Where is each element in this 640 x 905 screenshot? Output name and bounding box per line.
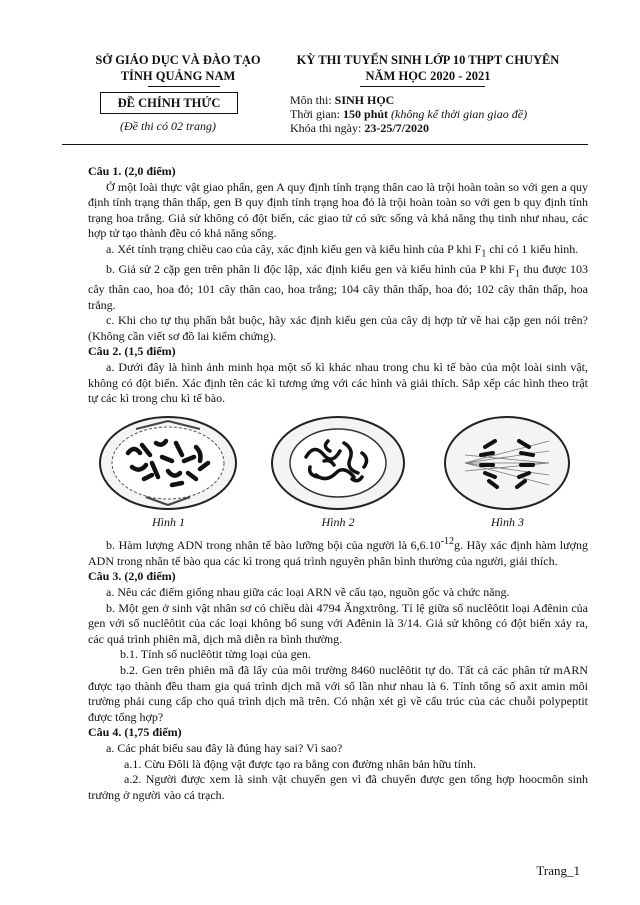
question-4-part-a: a. Các phát biểu sau đây là đúng hay sai? Vì sao? [106,741,343,755]
question-4-title: Câu 4. (1,75 điểm) [88,725,182,740]
header-divider [62,144,588,145]
figure-3 [435,413,580,531]
question-3-title: Câu 3. (2,0 điểm) [88,569,176,584]
question-3-part-a: a. Nêu các điểm giống nhau giữa các loại ARN về cấu tạo, nguồn gốc và chức năng. [106,585,510,600]
figure-1 [96,413,241,531]
time-note: (không kể thời gian giao đề) [388,107,528,121]
figure-1-caption: Hình 1 [152,514,185,529]
exam-title-line-2: NĂM HỌC 2020 - 2021 [365,69,491,83]
interphase-cell-image [266,413,411,513]
question-3-part-b2: b.2. Gen trên phiên mã đã lấy của môi trường 8460 nuclêôtit tự do. Tất cả các phân tử mARN được tạo thành đều tham gia quá trình dịch mã với số lần như nhau là 6. Tính tổng số axit amin môi trường phải cung cấp cho quá trình dịch mã trên. Có nhận xét gì về cấu trúc của các chuỗi polypeptit được tổng hợp? [88,663,588,724]
exam-title-line-1: KỲ THI TUYỂN SINH LỚP 10 THPT CHUYÊN [296,53,560,67]
department-line-2: TỈNH QUẢNG NAM [120,69,236,83]
question-2-part-a: a. Dưới đây là hình ảnh minh họa một số kì khác nhau trong chu kì tế bào của một loài sinh vật, không có đột biến. Xác định tên các kì tương ứng với các hình và giải thích. Sắp xếp các hình theo trật tự các kì trong chu kì tế bào. [88,359,588,406]
exam-heading [278,52,578,84]
department-line-1: SỞ GIÁO DỤC VÀ ĐÀO TẠO [95,53,261,67]
date-value: 23-25/7/2020 [364,121,429,135]
department-underline [148,86,220,87]
page-count-note: (Đề thi có 02 trang) [120,119,216,133]
official-exam-badge: ĐỀ CHÍNH THỨC [100,92,238,114]
question-4-part-a1: a.1. Cừu Đôli là động vật được tạo ra bằng con đường nhân bản hữu tính. [124,756,476,771]
subject-value: SINH HỌC [334,93,395,107]
question-1-part-b: b. Giả sử 2 cặp gen trên phân li độc lập, xác định kiểu gen và kiểu hình của P khi $F_1$ thu được 103 cây thân cao, hoa đỏ; 101 cây thân cao, hoa trắng; 104 cây thân thấp, hoa đỏ; 102 cây thân thấp, hoa trắng. [88,261,589,312]
question-1-title: Câu 1. (2,0 điểm) [88,164,176,178]
cell-cycle-figures [88,413,588,531]
date-line [290,120,429,136]
question-1-part-a: a. Xét tính trạng chiều cao của cây, xác định kiểu gen và kiểu hình của P khi $F_1$ chỉ có 1 kiểu hình. [106,241,579,260]
question-4-part-a2: a.2. Người được xem là sinh vật chuyển gen vì đã chuyển được gen tổng hợp hoocmôn sinh trưởng ở người vào cá trạch. [88,772,588,802]
exam-content [88,164,588,803]
question-2-part-b: b. Hàm lượng ADN trong nhân tế bào lưỡng bội của người là $6,6.10^{-12}g$. Hãy xác định hàm lượng ADN trong nhân tế bào qua các kì trong quá trình nguyên phân bình thường của người, giải thích. [88,536,588,568]
question-2-title: Câu 2. (1,5 điểm) [88,344,176,359]
exam-underline [360,86,485,87]
figure-2 [266,413,411,531]
date-label: Khóa thi ngày: [290,121,365,135]
prophase-cell-image [96,413,241,513]
subject-label: Môn thi: [290,93,335,107]
time-value: 150 phút [343,107,389,121]
page-number: Trang_1 [536,863,580,878]
department-heading [68,52,288,84]
question-3-part-b1: b.1. Tính số nuclêôtit từng loại của gen. [120,647,311,662]
time-label: Thời gian: [290,107,344,121]
figure-3-caption: Hình 3 [491,514,524,529]
figure-2-caption: Hình 2 [321,514,355,529]
question-1-intro: Ở một loài thực vật giao phấn, gen A quy định tính trạng thân cao là trội hoàn toàn so với gen a quy định tính trạng thân thấp, gen B quy định tính trạng hoa đỏ là trội hoàn toàn so với gen b quy định tính trạng hoa trắng. Giả sử không có đột biến, các giao tử có sức sống và khả năng thụ tinh như nhau, các hợp tử tạo thành đều có khả năng sống. [88,179,588,241]
question-1-part-c: c. Khi cho tự thụ phấn bắt buộc, hãy xác định kiểu gen của cây dị hợp tử về hai cặp gen nói trên? (Không cần viết sơ đồ lai kiểm chứng). [88,313,588,343]
anaphase-cell-image [435,413,580,513]
question-3-part-b: b. Một gen ở sinh vật nhân sơ có chiều dài 4794 Ăngxtrông. Tỉ lệ giữa số nuclêôtit loại Ađênin của gen với số nuclêôtit của các loại không bổ sung với Ađênin là 3/14. Giả sử không có đột biến xảy ra, các quá trình phiên mã, dịch mã diễn ra bình thường. [88,600,588,646]
